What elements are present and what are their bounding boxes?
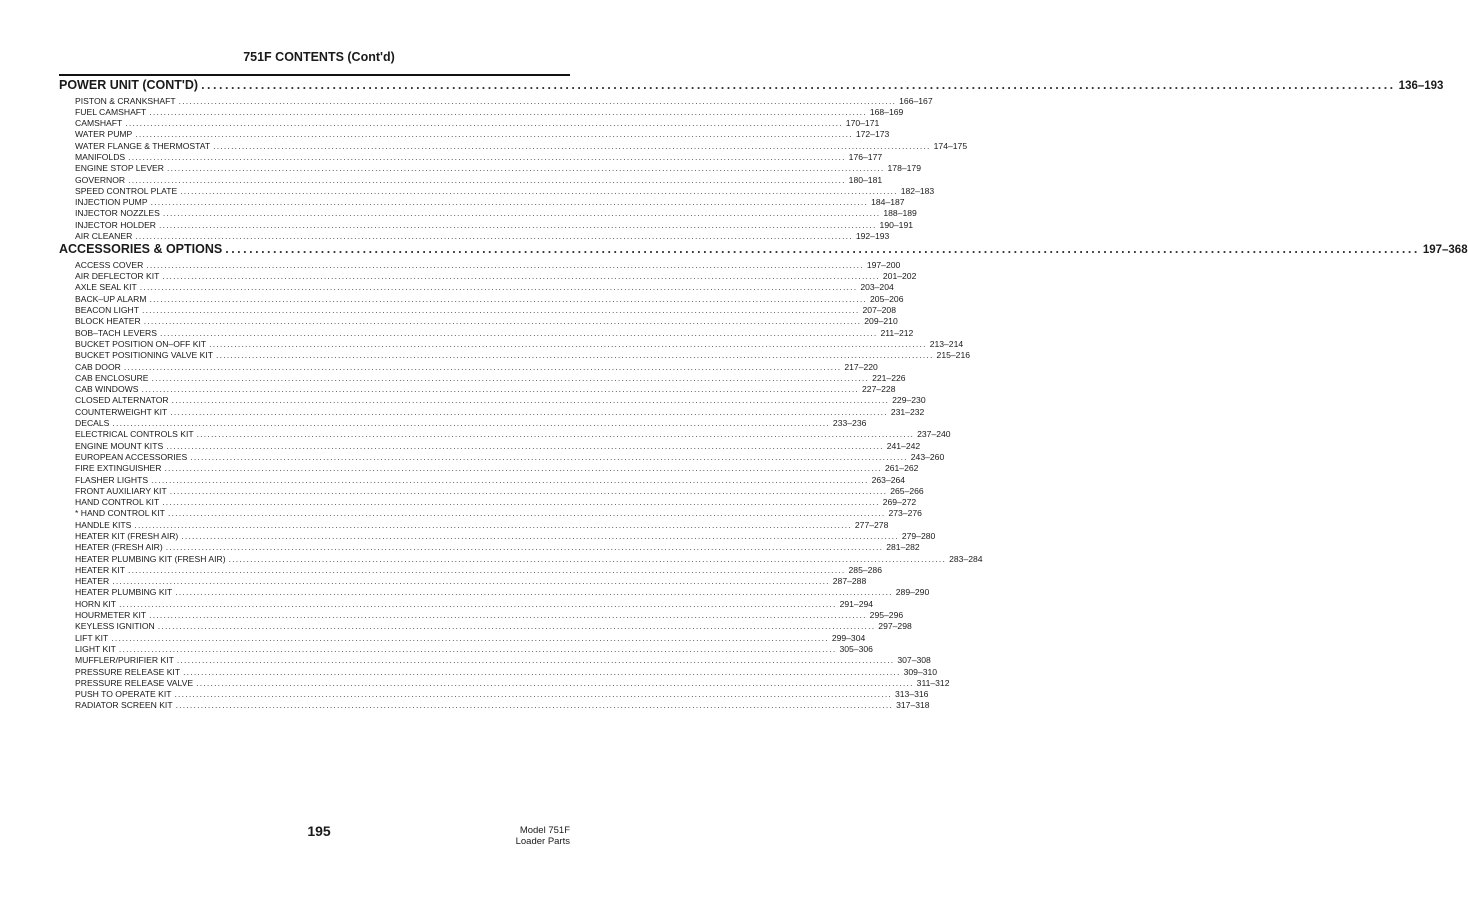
toc-entry-title: BOB–TACH LEVERS	[75, 327, 157, 338]
toc-entry-title: COUNTERWEIGHT KIT	[75, 406, 168, 417]
toc-entry-title: EUROPEAN ACCESSORIES	[75, 451, 188, 462]
toc-entry-pages: 279–280	[901, 530, 936, 541]
toc-entry-title: LIGHT KIT	[75, 643, 116, 654]
toc-entry-title: ELECTRICAL CONTROLS KIT	[75, 429, 194, 440]
dot-leader: ........................................................................................................................................................................................................	[169, 485, 888, 496]
toc-entry-pages: 289–290	[895, 587, 930, 598]
toc-entry	[59, 372, 906, 384]
toc-entry-pages: 174–175	[933, 140, 968, 151]
toc-entry-title: HEATER PLUMBING KIT (FRESH AIR)	[75, 553, 226, 564]
dot-leader: ........................................................................................................................................................................................................	[149, 610, 867, 621]
toc-entry	[59, 666, 938, 678]
toc-entry-title: CAB WINDOWS	[75, 384, 139, 395]
dot-leader: ........................................................................................................................................................................................................	[181, 530, 899, 541]
toc-entry-pages: 203–204	[860, 282, 894, 293]
dot-leader: ........................................................................................................................................................................................................	[225, 242, 1420, 257]
toc-entry	[59, 530, 936, 542]
toc-entry-title: CAMSHAFT	[75, 118, 123, 129]
toc-entry-pages: 269–272	[882, 497, 917, 508]
toc-entry	[59, 231, 890, 242]
dot-leader: ........................................................................................................................................................................................................	[166, 440, 884, 451]
toc-entry	[59, 327, 914, 339]
table-of-contents	[59, 78, 1468, 712]
dot-leader: ........................................................................................................................................................................................................	[159, 219, 877, 230]
toc-entry-pages: 281–282	[886, 542, 920, 553]
toc-entry-pages: 188–189	[883, 208, 917, 219]
toc-entry-title: CAB DOOR	[75, 361, 121, 372]
toc-entry-title: PRESSURE RELEASE KIT	[75, 666, 181, 677]
toc-entry-title: WATER FLANGE & THERMOSTAT	[75, 140, 211, 151]
toc-entry-title: SPEED CONTROL PLATE	[75, 185, 178, 196]
toc-entry-pages: 170–171	[845, 118, 880, 129]
toc-entry-title: HAND CONTROL KIT	[75, 497, 160, 508]
toc-entry	[59, 474, 906, 486]
toc-entry	[59, 395, 926, 406]
toc-entry	[59, 632, 866, 644]
dot-leader: ........................................................................................................................................................................................................	[167, 163, 885, 174]
toc-entry	[59, 129, 890, 140]
toc-entry-title: MUFFLER/PURIFIER KIT	[75, 655, 174, 666]
dot-leader: ........................................................................................................................................................................................................	[119, 598, 837, 609]
toc-entry-pages: 241–242	[886, 440, 921, 451]
toc-entry	[59, 406, 925, 418]
dot-leader: ........................................................................................................................................................................................................	[151, 372, 870, 383]
dot-leader: ........................................................................................................................................................................................................	[112, 418, 830, 429]
dot-leader: ........................................................................................................................................................................................................	[135, 129, 853, 140]
toc-entry	[59, 293, 904, 305]
toc-entry-pages: 209–210	[864, 316, 898, 327]
toc-entry-pages: 168–169	[869, 106, 904, 117]
toc-entry	[59, 418, 867, 429]
dot-leader: ........................................................................................................................................................................................................	[164, 463, 882, 474]
dot-leader: ........................................................................................................................................................................................................	[143, 316, 862, 327]
toc-entry	[59, 95, 933, 107]
toc-entry-pages: 182–183	[900, 185, 935, 196]
toc-entry-pages: 317–318	[896, 700, 930, 711]
toc-entry-title: HANDLE KITS	[75, 519, 132, 530]
toc-entry-title: LIFT KIT	[75, 632, 109, 643]
toc-entry-title: * HAND CONTROL KIT	[75, 508, 165, 519]
toc-entry-title: RADIATOR SCREEN KIT	[75, 700, 173, 711]
toc-entry-pages: 221–226	[872, 372, 906, 383]
toc-entry-pages: 287–288	[832, 576, 867, 587]
toc-entry-title: BEACON LIGHT	[75, 305, 139, 316]
toc-entry-pages: 243–260	[910, 451, 945, 462]
dot-leader: ........................................................................................................................................................................................................	[216, 350, 934, 361]
dot-leader: ........................................................................................................................................................................................................	[128, 174, 846, 185]
toc-entry	[59, 621, 912, 632]
toc-entry	[59, 677, 950, 689]
dot-leader: ........................................................................................................................................................................................................	[171, 395, 890, 406]
dot-leader: ........................................................................................................................................................................................................	[170, 406, 888, 417]
dot-leader: ........................................................................................................................................................................................................	[150, 197, 869, 208]
dot-leader: ........................................................................................................................................................................................................	[174, 689, 892, 700]
toc-entry	[59, 463, 919, 474]
dot-leader: ........................................................................................................................................................................................................	[213, 140, 931, 151]
toc-entry	[59, 508, 922, 519]
toc-entry-title: HEATER PLUMBING KIT	[75, 587, 173, 598]
toc-entry-pages: 261–262	[884, 463, 919, 474]
toc-entry	[59, 151, 883, 163]
toc-entry-title: CLOSED ALTERNATOR	[75, 395, 169, 406]
toc-entry-pages: 215–216	[936, 350, 971, 361]
dot-leader: ........................................................................................................................................................................................................	[196, 429, 915, 440]
toc-entry	[59, 305, 896, 316]
dot-leader: ........................................................................................................................................................................................................	[135, 231, 853, 242]
toc-entry	[59, 163, 921, 174]
dot-leader: ........................................................................................................................................................................................................	[162, 271, 880, 282]
toc-entry-pages: 211–212	[880, 327, 914, 338]
toc-entry	[59, 174, 883, 186]
toc-entry-pages: 265–266	[890, 485, 924, 496]
toc-entry	[59, 429, 951, 440]
toc-entry-pages: 227–228	[862, 384, 896, 395]
dot-leader: ........................................................................................................................................................................................................	[149, 106, 867, 117]
toc-entry-title: MANIFOLDS	[75, 151, 126, 162]
toc-entry	[59, 259, 901, 271]
dot-leader: ........................................................................................................................................................................................................	[127, 564, 846, 575]
toc-entry	[59, 643, 873, 655]
toc-entry-pages: 197–200	[866, 259, 901, 270]
toc-entry-pages: 305–306	[839, 643, 873, 654]
dot-leader: ........................................................................................................................................................................................................	[165, 542, 884, 553]
toc-entry	[59, 576, 867, 587]
toc-entry-title: INJECTOR HOLDER	[75, 219, 157, 230]
toc-entry-pages: 192–193	[855, 231, 890, 242]
toc-entry	[59, 106, 904, 118]
page-title: 751F CONTENTS (Cont'd)	[243, 50, 395, 64]
dot-leader: ........................................................................................................................................................................................................	[146, 259, 864, 270]
dot-leader: ........................................................................................................................................................................................................	[118, 643, 837, 654]
toc-entry-title: HEATER (FRESH AIR)	[75, 542, 163, 553]
toc-entry-title: HEATER	[75, 576, 110, 587]
toc-entry-title: HEATER KIT	[75, 564, 125, 575]
toc-entry-title: FLASHER LIGHTS	[75, 474, 149, 485]
dot-leader: ........................................................................................................................................................................................................	[196, 677, 914, 688]
toc-entry-title: FRONT AUXILIARY KIT	[75, 485, 167, 496]
toc-entry-pages: 197–368	[1422, 244, 1468, 257]
toc-entry	[59, 587, 930, 598]
toc-entry-title: DECALS	[75, 418, 110, 429]
toc-entry-title: GOVERNOR	[75, 174, 126, 185]
toc-entry-title: PISTON & CRANKSHAFT	[75, 95, 176, 106]
toc-entry-pages: 190–191	[879, 219, 914, 230]
toc-entry-title: FUEL CAMSHAFT	[75, 106, 147, 117]
toc-entry-pages: 291–294	[839, 598, 874, 609]
toc-entry-pages: 309–310	[903, 666, 938, 677]
dot-leader: ........................................................................................................................................................................................................	[142, 305, 860, 316]
toc-entry-pages: 313–316	[895, 689, 929, 700]
toc-entry-title: PUSH TO OPERATE KIT	[75, 689, 172, 700]
toc-entry-title: HOURMETER KIT	[75, 610, 147, 621]
toc-entry-pages: 283–284	[949, 553, 983, 564]
toc-entry	[59, 338, 964, 350]
toc-entry-title: HEATER KIT (FRESH AIR)	[75, 530, 179, 541]
dot-leader: ........................................................................................................................................................................................................	[128, 151, 846, 162]
toc-entry-pages: 205–206	[870, 293, 904, 304]
toc-entry-title: BACK–UP ALARM	[75, 293, 147, 304]
toc-entry	[59, 700, 930, 711]
toc-entry-pages: 297–298	[878, 621, 912, 632]
toc-entry	[59, 361, 878, 373]
dot-leader: ........................................................................................................................................................................................................	[209, 338, 927, 349]
toc-entry	[59, 140, 968, 152]
toc-entry-title: BUCKET POSITIONING VALVE KIT	[75, 350, 214, 361]
toc-entry-title: INJECTION PUMP	[75, 197, 148, 208]
dot-leader: ........................................................................................................................................................................................................	[125, 118, 843, 129]
dot-leader: ........................................................................................................................................................................................................	[162, 497, 880, 508]
toc-entry-pages: 263–264	[871, 474, 906, 485]
dot-leader: ........................................................................................................................................................................................................	[141, 384, 860, 395]
toc-entry	[59, 610, 904, 621]
toc-entry-title: HORN KIT	[75, 598, 117, 609]
toc-entry	[59, 384, 896, 395]
dot-leader: ........................................................................................................................................................................................................	[112, 576, 830, 587]
dot-leader: ........................................................................................................................................................................................................	[123, 361, 842, 372]
model-name: Model 751F	[519, 825, 570, 836]
toc-entry	[59, 350, 971, 361]
toc-entry-pages: 207–208	[862, 305, 896, 316]
toc-entry-pages: 213–214	[929, 338, 964, 349]
toc-entry-pages: 184–187	[871, 197, 905, 208]
toc-entry-title: FIRE EXTINGUISHER	[75, 463, 162, 474]
toc-entry-title: ACCESS COVER	[75, 259, 144, 270]
toc-entry	[59, 497, 917, 508]
toc-entry-pages: 273–276	[888, 508, 922, 519]
toc-entry-pages: 178–179	[887, 163, 921, 174]
toc-entry	[59, 598, 874, 610]
toc-entry-pages: 299–304	[831, 632, 866, 643]
toc-entry	[59, 542, 920, 553]
toc-entry	[59, 208, 917, 219]
dot-leader: ........................................................................................................................................................................................................	[176, 655, 895, 666]
dot-leader: ........................................................................................................................................................................................................	[159, 327, 878, 338]
toc-entry	[59, 519, 889, 531]
dot-leader: ........................................................................................................................................................................................................	[151, 474, 869, 485]
toc-entry-title: ACCESSORIES & OPTIONS	[59, 242, 223, 257]
toc-entry	[59, 197, 905, 208]
toc-entry	[59, 118, 880, 129]
toc-entry	[59, 271, 917, 282]
dot-leader: ........................................................................................................................................................................................................	[149, 293, 868, 304]
toc-entry	[59, 689, 929, 700]
toc-entry	[59, 451, 945, 463]
toc-entry-pages: 172–173	[855, 129, 890, 140]
toc-entry-pages: 201–202	[882, 271, 917, 282]
dot-leader: ........................................................................................................................................................................................................	[134, 519, 852, 530]
toc-entry	[59, 564, 882, 576]
toc-entry-pages: 311–312	[916, 677, 950, 688]
toc-entry	[59, 316, 898, 327]
toc-section-heading	[59, 242, 1468, 260]
toc-entry	[59, 440, 921, 452]
toc-entry	[59, 655, 931, 666]
toc-entry-pages: 180–181	[848, 174, 883, 185]
model-label	[516, 825, 570, 847]
toc-entry-pages: 229–230	[892, 395, 926, 406]
toc-entry-title: ENGINE MOUNT KITS	[75, 440, 164, 451]
dot-leader: ........................................................................................................................................................................................................	[139, 282, 858, 293]
toc-entry-pages: 136–193	[1398, 80, 1444, 92]
toc-entry-title: BUCKET POSITION ON–OFF KIT	[75, 338, 207, 349]
toc-entry-title: PRESSURE RELEASE VALVE	[75, 677, 194, 688]
toc-entry-title: CAB ENCLOSURE	[75, 372, 149, 383]
dot-leader: ........................................................................................................................................................................................................	[175, 587, 893, 598]
toc-entry-pages: 231–232	[890, 406, 925, 417]
model-subtitle: Loader Parts	[515, 836, 570, 847]
dot-leader: ........................................................................................................................................................................................................	[178, 95, 897, 106]
dot-leader: ........................................................................................................................................................................................................	[228, 553, 947, 564]
toc-entry	[59, 219, 914, 231]
toc-entry-pages: 217–220	[844, 361, 878, 372]
toc-entry-title: BLOCK HEATER	[75, 316, 141, 327]
toc-entry	[59, 185, 935, 197]
dot-leader: ........................................................................................................................................................................................................	[190, 451, 908, 462]
toc-entry-pages: 166–167	[899, 95, 933, 106]
dot-leader: ........................................................................................................................................................................................................	[201, 78, 1396, 92]
dot-leader: ........................................................................................................................................................................................................	[175, 700, 894, 711]
toc-entry-title: INJECTOR NOZZLES	[75, 208, 160, 219]
dot-leader: ........................................................................................................................................................................................................	[167, 508, 886, 519]
toc-entry	[59, 485, 924, 497]
toc-entry-title: WATER PUMP	[75, 129, 133, 140]
dot-leader: ........................................................................................................................................................................................................	[183, 666, 901, 677]
toc-entry-title: ENGINE STOP LEVER	[75, 163, 164, 174]
toc-entry-title: AIR CLEANER	[75, 231, 133, 242]
toc-entry	[59, 282, 894, 293]
toc-entry-pages: 285–286	[848, 564, 882, 575]
toc-entry-title: AXLE SEAL KIT	[75, 282, 137, 293]
page-number: 195	[307, 823, 331, 839]
toc-entry-pages: 277–278	[854, 519, 889, 530]
toc-entry-pages: 307–308	[897, 655, 931, 666]
toc-entry-title: KEYLESS IGNITION	[75, 621, 155, 632]
dot-leader: ........................................................................................................................................................................................................	[162, 208, 881, 219]
toc-entry-pages: 233–236	[832, 418, 867, 429]
dot-leader: ........................................................................................................................................................................................................	[111, 632, 829, 643]
toc-entry-title: AIR DEFLECTOR KIT	[75, 271, 160, 282]
toc-section-heading	[59, 78, 1444, 96]
toc-entry-pages: 295–296	[869, 610, 904, 621]
toc-entry-pages: 176–177	[848, 151, 883, 162]
toc-entry-title: POWER UNIT (CONT'D)	[59, 78, 199, 92]
title-rule	[59, 74, 570, 76]
toc-entry	[59, 553, 983, 565]
toc-entry-pages: 237–240	[917, 429, 951, 440]
dot-leader: ........................................................................................................................................................................................................	[180, 185, 898, 196]
dot-leader: ........................................................................................................................................................................................................	[157, 621, 876, 632]
